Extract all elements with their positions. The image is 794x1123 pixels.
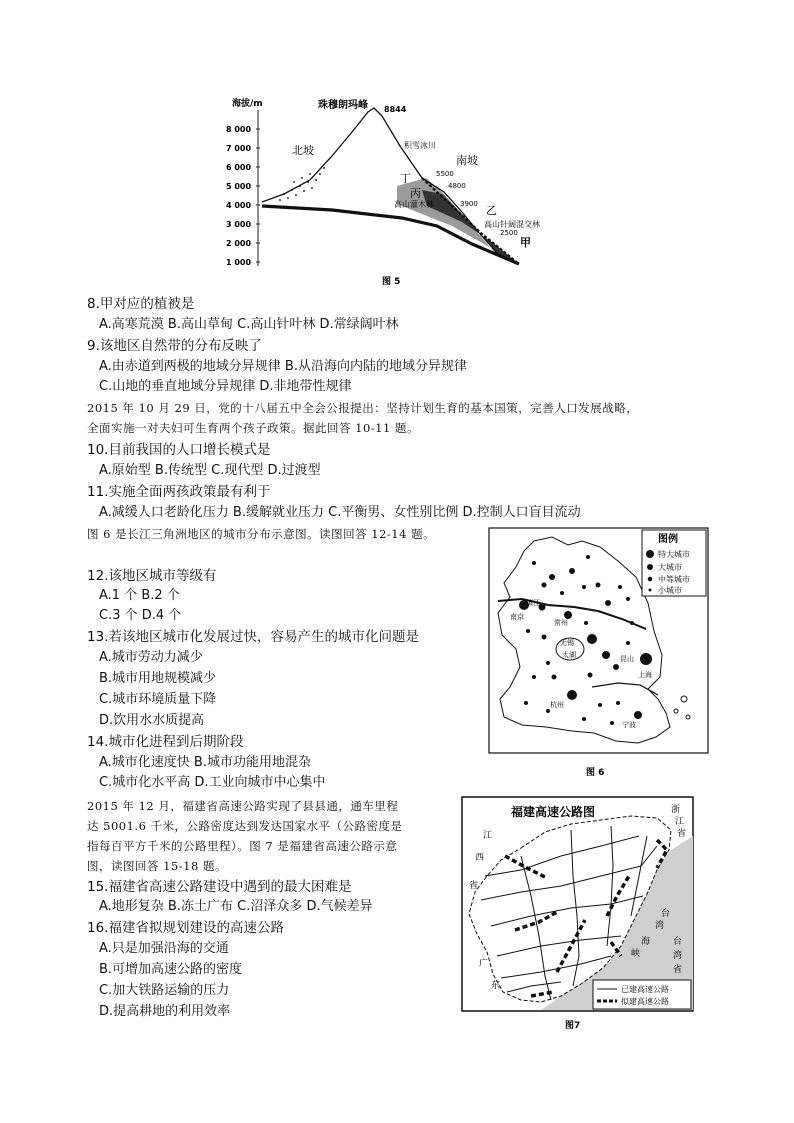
north-slope-label: 北坡	[292, 144, 314, 157]
legend-small-city: 小城市	[658, 586, 682, 595]
y-tick: 7 000	[226, 144, 252, 153]
mixed-forest-label: 高山针阔混交林	[484, 220, 540, 229]
intro-10-11-line1: 2015 年 10 月 29 日，党的十八届五中全会公报提出：坚持计划生育的基本国策，完善人口发展战略，	[87, 401, 639, 415]
label-jiang-zhe: 江	[675, 817, 685, 827]
peak-elevation: 8844	[384, 105, 407, 114]
q8-options: A.高寒荒漠 B.高山草甸 C.高山针叶林 D.常绿阔叶林	[99, 317, 399, 332]
label-jiangxi-1: 江	[483, 831, 493, 841]
label-strait-2: 湾	[655, 921, 665, 931]
q16-option-c: C.加大铁路运输的压力	[99, 983, 230, 998]
city-shanghai	[640, 653, 652, 665]
legend-mega-city: 特大城市	[658, 550, 690, 559]
y-tick: 6 000	[226, 163, 252, 172]
y-tick: 3 000	[226, 220, 252, 229]
label-zhe: 浙	[671, 805, 681, 815]
q9-stem: 9.该地区自然带的分布反映了	[87, 338, 262, 354]
figure-7-title: 福建高速公路图	[511, 805, 596, 819]
label-kunshan: 昆山	[620, 655, 634, 663]
q16-option-b: B.可增加高速公路的密度	[99, 962, 243, 977]
glacier-label: 积雪冰川	[404, 141, 436, 150]
label-ding: 丁	[400, 172, 411, 185]
q14-options-1: A.城市化速度快 B.城市功能用地混杂	[99, 755, 311, 770]
y-tick: 2 000	[226, 239, 252, 248]
q13-option-a: A.城市劳动力减少	[99, 650, 203, 665]
figure-5-mountain-profile	[222, 94, 552, 290]
intro-15-18-line4: 图，读图回答 15-18 题。	[87, 859, 227, 873]
elev-4800: 4800	[448, 182, 466, 190]
label-sheng-zhe: 省	[677, 829, 687, 839]
label-wuxi: 无锡	[560, 639, 574, 647]
figure-7-caption: 图7	[565, 1021, 581, 1031]
q11-stem: 11.实施全面两孩政策最有利于	[87, 484, 271, 500]
q12-stem: 12.该地区城市等级有	[87, 568, 217, 584]
legend-proposed: 拟建高速公路	[621, 997, 669, 1006]
intro-12-14: 图 6 是长江三角洲地区的城市分布示意图。读图回答 12-14 题。	[87, 527, 436, 541]
south-slope-label: 南坡	[456, 154, 478, 167]
intro-15-18-line3: 指每百平方千米的公路里程）。图 7 是福建省高速公路示意	[87, 839, 398, 853]
q12-options-2: C.3 个 D.4 个	[99, 608, 182, 623]
legend-medium-city: 中等城市	[658, 575, 690, 584]
q16-option-a: A.只是加强沿海的交通	[99, 941, 229, 956]
label-taiwan-2: 湾	[673, 951, 683, 961]
q9-options-1: A.由赤道到两极的地域分异规律 B.从沿海向内陆的地域分异规律	[99, 359, 467, 374]
city-hangzhou	[567, 690, 577, 700]
q14-stem: 14.城市化进程到后期阶段	[87, 734, 244, 750]
q12-options-1: A.1 个 B.2 个	[99, 588, 180, 603]
legend-built: 已建高速公路	[621, 985, 669, 994]
q9-options-2: C.山地的垂直地域分异规律 D.非地带性规律	[99, 379, 352, 394]
label-taihu: 太湖	[562, 651, 576, 659]
legend-title: 图例	[658, 534, 678, 545]
q13-stem: 13.若该地区城市化发展过快，容易产生的城市化问题是	[87, 629, 419, 645]
q10-options: A.原始型 B.传统型 C.现代型 D.过渡型	[99, 463, 321, 478]
label-nanjing: 南京	[510, 613, 524, 621]
label-guangdong-2: 东	[491, 981, 501, 991]
label-changzhou: 常州	[554, 619, 568, 627]
city-ningbo	[634, 711, 642, 719]
q15-stem: 15.福建省高速公路建设中遇到的最大困难是	[87, 879, 352, 895]
elev-5500: 5500	[436, 170, 454, 178]
q16-stem: 16.福建省拟规划建设的高速公路	[87, 920, 284, 936]
label-bing: 丙	[410, 187, 421, 200]
y-tick: 1 000	[226, 258, 252, 267]
city-wuxi	[587, 634, 597, 644]
label-zhenjiang: 镇江	[526, 599, 540, 607]
y-tick: 5 000	[226, 182, 252, 191]
elev-2500: 2500	[500, 229, 518, 237]
q13-option-c: C.城市环境质量下降	[99, 692, 217, 707]
elev-3900: 3900	[460, 200, 478, 208]
label-strait-1: 台	[661, 909, 671, 919]
q13-option-b: B.城市用地规模减少	[99, 671, 217, 686]
y-tick: 4 000	[226, 201, 252, 210]
label-hangzhou: 杭州	[550, 701, 564, 709]
figure-7-fujian-highway-map	[461, 796, 695, 1036]
legend-large-city: 大城市	[658, 563, 682, 572]
city-suzhou	[602, 651, 610, 659]
q14-options-2: C.城市化水平高 D.工业向城市中心集中	[99, 775, 326, 790]
q13-option-d: D.饮用水水质提高	[99, 713, 205, 728]
label-jiangxi-3: 省	[469, 881, 479, 891]
label-jiangxi-2: 西	[475, 853, 485, 863]
label-jia: 甲	[520, 236, 531, 249]
label-taiwan-3: 省	[673, 965, 683, 975]
label-strait-4: 峡	[631, 949, 641, 959]
figure-5-caption: 图 5	[382, 277, 401, 287]
y-tick: 8 000	[226, 125, 252, 134]
figure-6-caption: 图 6	[586, 768, 605, 778]
intro-15-18-line1: 2015 年 12 月，福建省高速公路实现了县县通，通车里程	[87, 799, 399, 813]
peak-label: 珠穆朗玛峰	[318, 100, 368, 111]
label-taiwan-1: 台	[673, 937, 683, 947]
label-ningbo: 宁波	[622, 721, 636, 729]
intro-15-18-line2: 达 5001.6 千米，公路密度达到发达国家水平（公路密度是	[87, 819, 403, 833]
label-strait-3: 海	[641, 937, 651, 947]
q15-options: A.地形复杂 B.冻土广布 C.沼泽众多 D.气候差异	[99, 899, 373, 914]
y-axis-label: 海拔/m	[232, 99, 263, 109]
q16-option-d: D.提高耕地的利用效率	[99, 1004, 231, 1019]
q8-stem: 8.甲对应的植被是	[87, 296, 195, 312]
shrub-label: 高山灌木林	[394, 200, 434, 209]
city-changzhou	[564, 611, 572, 619]
q10-stem: 10.目前我国的人口增长模式是	[87, 442, 271, 458]
label-guangdong-1: 广	[479, 959, 489, 969]
figure-6-yangtze-delta-map	[488, 527, 710, 783]
label-shanghai: 上海	[638, 671, 652, 679]
q11-options: A.减缓人口老龄化压力 B.缓解就业压力 C.平衡男、女性别比例 D.控制人口盲目流动	[99, 505, 581, 520]
label-yi: 乙	[486, 204, 497, 217]
intro-10-11-line2: 全面实施一对夫妇可生育两个孩子政策。据此回答 10-11 题。	[87, 421, 419, 435]
